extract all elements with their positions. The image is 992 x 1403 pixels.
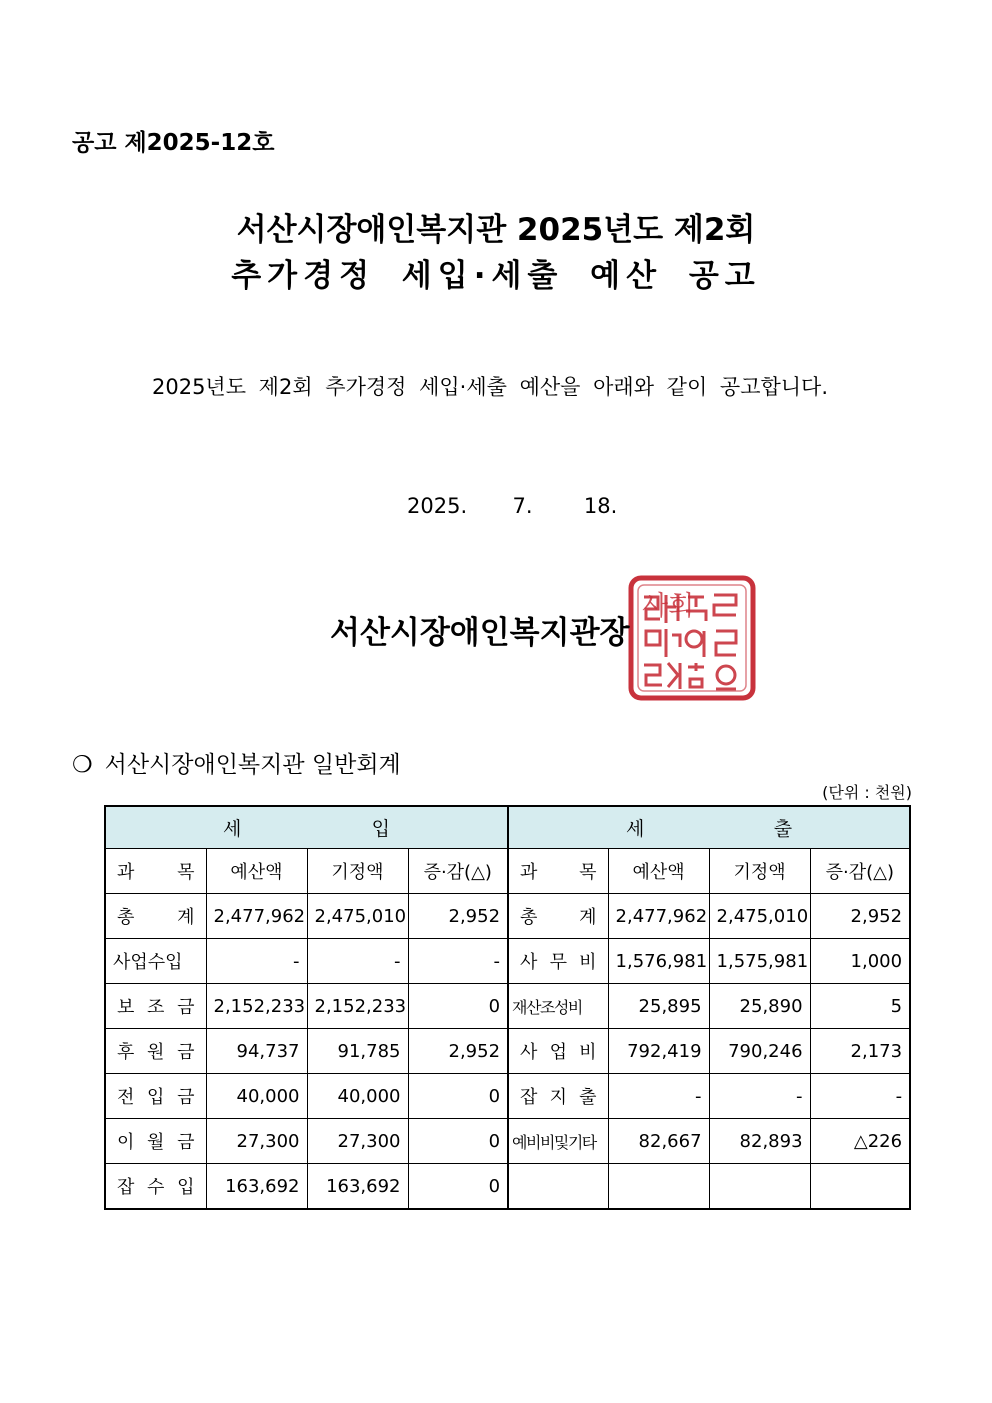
table-body	[105, 894, 910, 1210]
revenue-item-cell	[105, 1164, 206, 1210]
item-label-char: 총	[117, 907, 135, 928]
revenue-diff-cell: 2,952	[408, 1029, 508, 1074]
col-header-text: 과	[117, 862, 135, 883]
item-label-char: 업	[549, 1042, 567, 1063]
table-row	[105, 1119, 910, 1164]
table-row	[105, 1029, 910, 1074]
item-label-char: 이	[117, 1132, 135, 1153]
budget-table	[104, 805, 911, 1210]
col-header-expense-diff: 증·감(△)	[810, 849, 910, 894]
revenue-header-char2: 입	[371, 818, 391, 840]
item-label-char: 금	[177, 1042, 195, 1063]
seal-char: 사회	[642, 591, 695, 622]
revenue-prev-cell: 2,475,010	[307, 894, 408, 939]
item-label-char: 계	[177, 907, 195, 928]
item-label-char: 금	[177, 997, 195, 1018]
col-header-revenue-budget: 예산액	[206, 849, 307, 894]
expense-budget-cell: 792,419	[608, 1029, 709, 1074]
expense-budget-cell: 1,576,981	[608, 939, 709, 984]
item-label	[113, 1128, 199, 1154]
revenue-item-cell	[105, 1119, 206, 1164]
table-row	[105, 1074, 910, 1119]
expense-prev-cell	[709, 1164, 810, 1210]
item-label-char: 보	[117, 997, 135, 1018]
revenue-prev-cell: 27,300	[307, 1119, 408, 1164]
revenue-budget-cell: 40,000	[206, 1074, 307, 1119]
document-title-line1: 서산시장애인복지관 2025년도 제2회	[236, 212, 756, 248]
revenue-header	[105, 806, 508, 849]
item-label-char: 월	[147, 1132, 165, 1153]
announcement-date	[407, 494, 617, 518]
col-header-revenue-item	[105, 849, 206, 894]
revenue-budget-cell: 163,692	[206, 1164, 307, 1210]
revenue-item-cell	[105, 894, 206, 939]
revenue-header-char1: 세	[223, 818, 242, 840]
expense-diff-cell	[810, 1164, 910, 1210]
item-label-char: 총	[520, 907, 538, 928]
item-label	[516, 948, 601, 974]
item-label-char: 출	[579, 1087, 597, 1108]
revenue-budget-cell: 2,477,962	[206, 894, 307, 939]
announcement-text: 2025년도 제2회 추가경정 세입·세출 예산을 아래와 같이 공고합니다.	[151, 375, 829, 399]
expense-item-cell	[508, 1074, 608, 1119]
item-label-char: 금	[177, 1087, 195, 1108]
expense-budget-cell: 2,477,962	[608, 894, 709, 939]
expense-item-cell	[508, 1164, 608, 1210]
item-label-char: 비	[579, 1042, 597, 1063]
expense-prev-cell: 1,575,981	[709, 939, 810, 984]
item-label-char: 전	[117, 1087, 135, 1108]
col-header-revenue-diff: 증·감(△)	[408, 849, 508, 894]
expense-header-char1: 세	[626, 818, 645, 840]
item-label-char: 금	[177, 1132, 195, 1153]
item-label	[113, 1083, 199, 1109]
date-day: 18.	[583, 494, 618, 518]
item-label	[516, 903, 601, 929]
expense-prev-cell: 2,475,010	[709, 894, 810, 939]
item-label-char: 잡	[117, 1177, 135, 1198]
col-header-text: 과	[520, 862, 538, 883]
revenue-diff-cell: 0	[408, 984, 508, 1029]
item-label-char: 사	[520, 952, 538, 973]
item-label	[113, 903, 199, 929]
section-heading	[72, 746, 401, 779]
official-seal-icon	[628, 575, 756, 701]
expense-budget-cell: -	[608, 1074, 709, 1119]
item-label-char: 입	[177, 1177, 195, 1198]
expense-item-cell: 재산조성비	[508, 984, 608, 1029]
revenue-diff-cell: 0	[408, 1074, 508, 1119]
col-header-expense-prev: 기정액	[709, 849, 810, 894]
item-label-char: 조	[147, 997, 165, 1018]
item-label-char: 잡	[520, 1087, 538, 1108]
col-header-expense-budget: 예산액	[608, 849, 709, 894]
expense-budget-cell	[608, 1164, 709, 1210]
revenue-item-cell	[105, 1029, 206, 1074]
item-label	[113, 1173, 199, 1199]
expense-prev-cell: -	[709, 1074, 810, 1119]
expense-budget-cell: 25,895	[608, 984, 709, 1029]
item-label-char: 수	[147, 1177, 165, 1198]
revenue-budget-cell: -	[206, 939, 307, 984]
revenue-diff-cell: -	[408, 939, 508, 984]
item-label	[113, 993, 199, 1019]
organization-signature: 서산시장애인복지관장	[330, 615, 630, 651]
unit-note: (단위 : 천원)	[822, 783, 912, 802]
item-label-char: 사	[520, 1042, 538, 1063]
table-row	[105, 984, 910, 1029]
item-label-char: 후	[117, 1042, 135, 1063]
expense-item-cell: 예비비및기타	[508, 1119, 608, 1164]
table-row	[105, 939, 910, 984]
expense-prev-cell: 790,246	[709, 1029, 810, 1074]
revenue-diff-cell: 2,952	[408, 894, 508, 939]
expense-item-cell	[508, 894, 608, 939]
expense-prev-cell: 82,893	[709, 1119, 810, 1164]
col-header-text: 목	[177, 862, 195, 883]
expense-diff-cell: 1,000	[810, 939, 910, 984]
date-month: 7.	[512, 494, 533, 518]
expense-diff-cell: 5	[810, 984, 910, 1029]
col-header-text: 목	[579, 862, 597, 883]
expense-diff-cell: 2,173	[810, 1029, 910, 1074]
item-label-char: 원	[147, 1042, 165, 1063]
date-year: 2025.	[407, 494, 468, 518]
table-section-header	[105, 806, 910, 849]
item-label-char: 입	[147, 1087, 165, 1108]
item-label-char: 지	[549, 1087, 567, 1108]
revenue-item-cell	[105, 1074, 206, 1119]
expense-header-char2: 출	[773, 818, 793, 840]
circle-bullet-icon: ❍	[72, 752, 93, 778]
revenue-budget-cell: 2,152,233	[206, 984, 307, 1029]
table-column-headers	[105, 849, 910, 894]
revenue-prev-cell: 91,785	[307, 1029, 408, 1074]
table-row	[105, 1164, 910, 1210]
col-header-expense-item	[508, 849, 608, 894]
document-title-line2: 추가경정 세입·세출 예산 공고	[231, 258, 761, 294]
notice-number: 공고 제2025-12호	[72, 130, 275, 156]
item-label-char: 계	[579, 907, 597, 928]
item-label-char: 무	[549, 952, 567, 973]
revenue-prev-cell: 40,000	[307, 1074, 408, 1119]
revenue-diff-cell: 0	[408, 1164, 508, 1210]
expense-diff-cell: △226	[810, 1119, 910, 1164]
expense-diff-cell: 2,952	[810, 894, 910, 939]
revenue-prev-cell: 163,692	[307, 1164, 408, 1210]
expense-budget-cell: 82,667	[608, 1119, 709, 1164]
expense-diff-cell: -	[810, 1074, 910, 1119]
expense-prev-cell: 25,890	[709, 984, 810, 1029]
section-title: 서산시장애인복지관 일반회계	[104, 752, 401, 778]
item-label	[516, 1083, 601, 1109]
revenue-diff-cell: 0	[408, 1119, 508, 1164]
col-header-revenue-prev: 기정액	[307, 849, 408, 894]
revenue-item-cell: 사업수입	[105, 939, 206, 984]
expense-item-cell	[508, 1029, 608, 1074]
revenue-prev-cell: -	[307, 939, 408, 984]
item-label	[113, 1038, 199, 1064]
revenue-prev-cell: 2,152,233	[307, 984, 408, 1029]
item-label	[516, 1038, 601, 1064]
revenue-budget-cell: 94,737	[206, 1029, 307, 1074]
expense-item-cell	[508, 939, 608, 984]
revenue-item-cell	[105, 984, 206, 1029]
item-label-char: 비	[579, 952, 597, 973]
expense-header	[508, 806, 910, 849]
table-row	[105, 894, 910, 939]
revenue-budget-cell: 27,300	[206, 1119, 307, 1164]
